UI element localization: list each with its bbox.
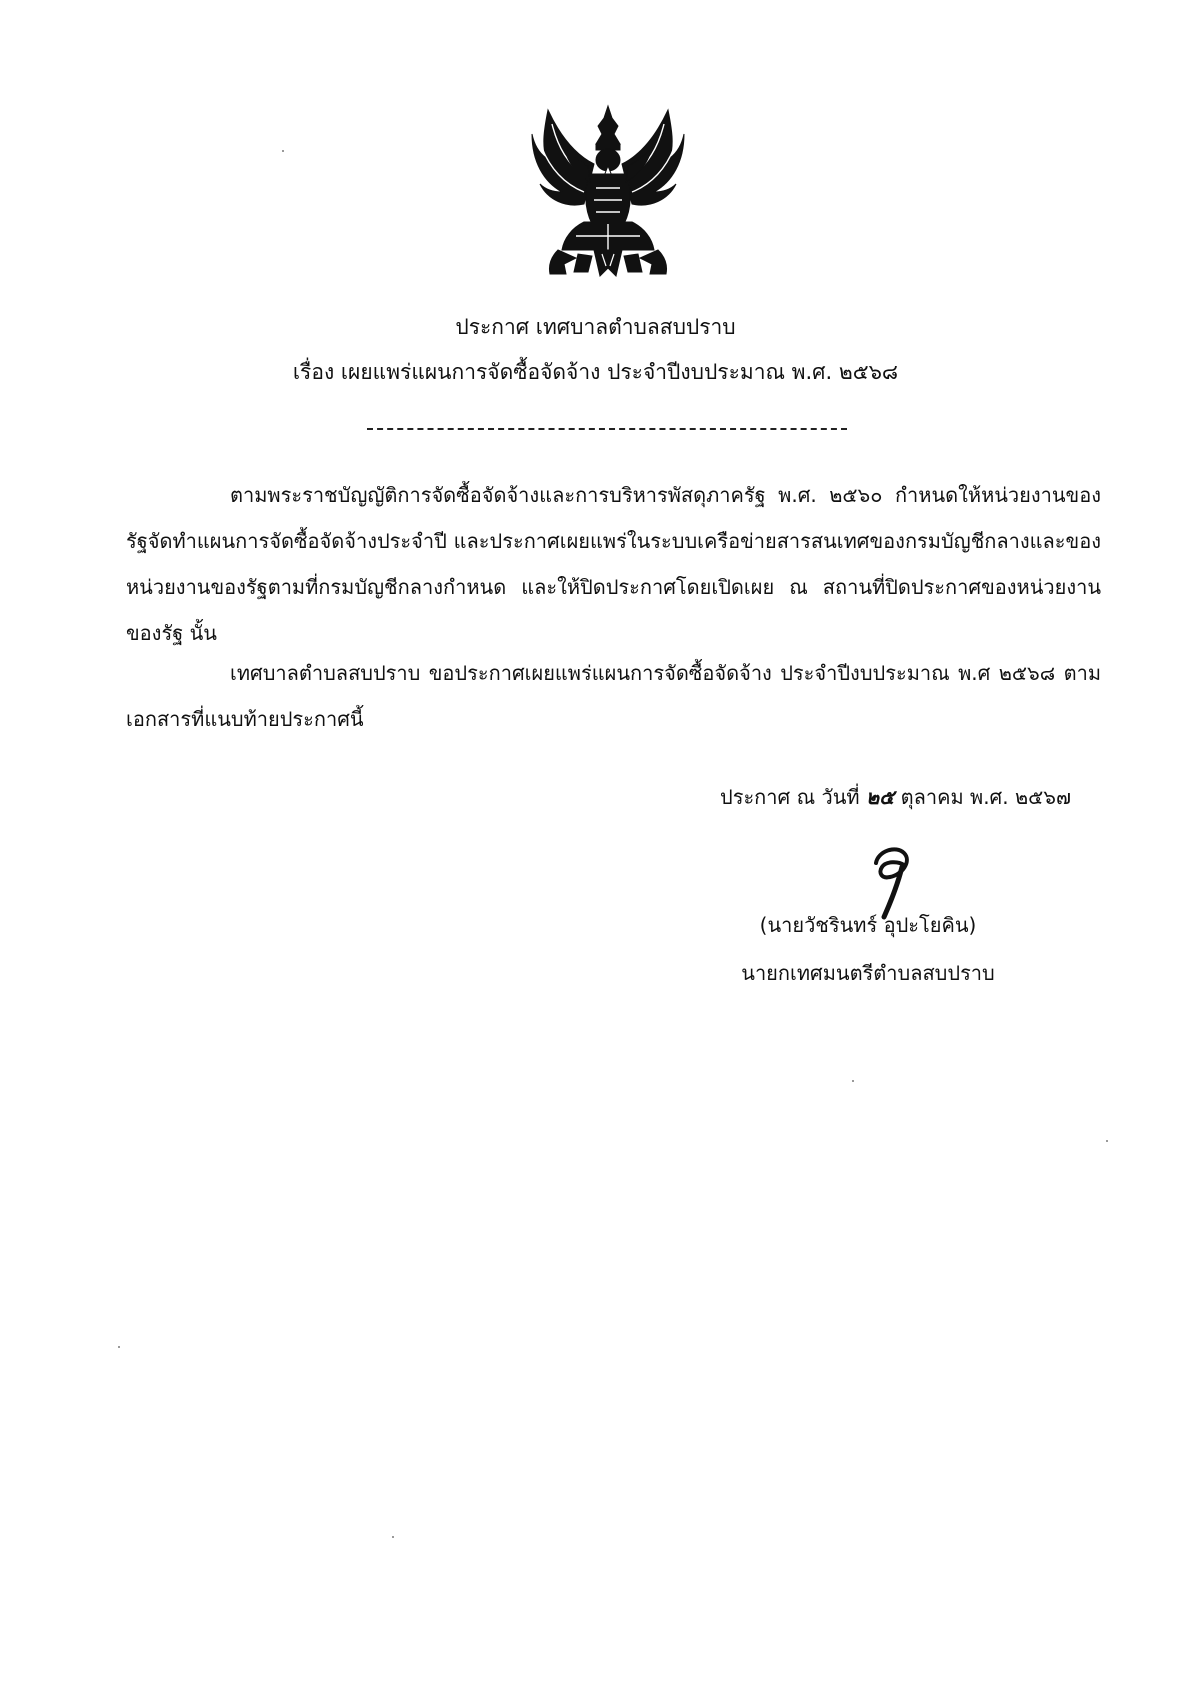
section-divider [367, 428, 847, 430]
scan-speck [1106, 1140, 1108, 1142]
signatory-position: นายกเทศมนตรีตำบลสบปราบ [741, 961, 995, 985]
date-month-year: ตุลาคม พ.ศ. ๒๕๖๗ [900, 785, 1072, 809]
scan-speck [282, 150, 284, 152]
scan-speck [852, 1080, 854, 1082]
announcement-date [720, 782, 1071, 812]
garuda-emblem-icon [528, 104, 688, 280]
date-prefix: ประกาศ ณ วันที่ [720, 785, 860, 809]
scan-speck [392, 1536, 394, 1538]
body-paragraph-2: เทศบาลตำบลสบปราบ ขอประกาศเผยแพร่แผนการจัดซื้อจัดจ้าง ประจำปีงบประมาณ พ.ศ ๒๕๖๘ ตามเอกสารที่แนบท้ายประกาศนี้ [126, 661, 1102, 731]
scan-speck [118, 1346, 120, 1348]
body-paragraph-1: ตามพระราชบัญญัติการจัดซื้อจัดจ้างและการบริหารพัสดุภาครัฐ พ.ศ. ๒๕๖๐ กำหนดให้หน่วยงานของรัฐจัดทำแผนการจัดซื้อจัดจ้างประจำปี และประกาศเผยแพร่ในระบบเครือข่ายสารสนเทศของกรมบัญชีกลางและของหน่วยงานของรัฐตามที่กรมบัญชีกลางกำหนด และให้ปิดประกาศโดยเปิดเผย ณ สถานที่ปิดประกาศของหน่วยงานของรัฐ นั้น [126, 483, 1101, 645]
announcement-subject: เรื่อง เผยแพร่แผนการจัดซื้อจัดจ้าง ประจำปีงบประมาณ พ.ศ. ๒๕๖๘ [292, 360, 899, 384]
signatory-name: (นายวัชรินทร์ อุปะโยคิน) [759, 913, 977, 937]
announcement-title: ประกาศ เทศบาลตำบลสบปราบ [455, 315, 736, 339]
date-day-handwritten: ๒๕ [865, 785, 895, 809]
